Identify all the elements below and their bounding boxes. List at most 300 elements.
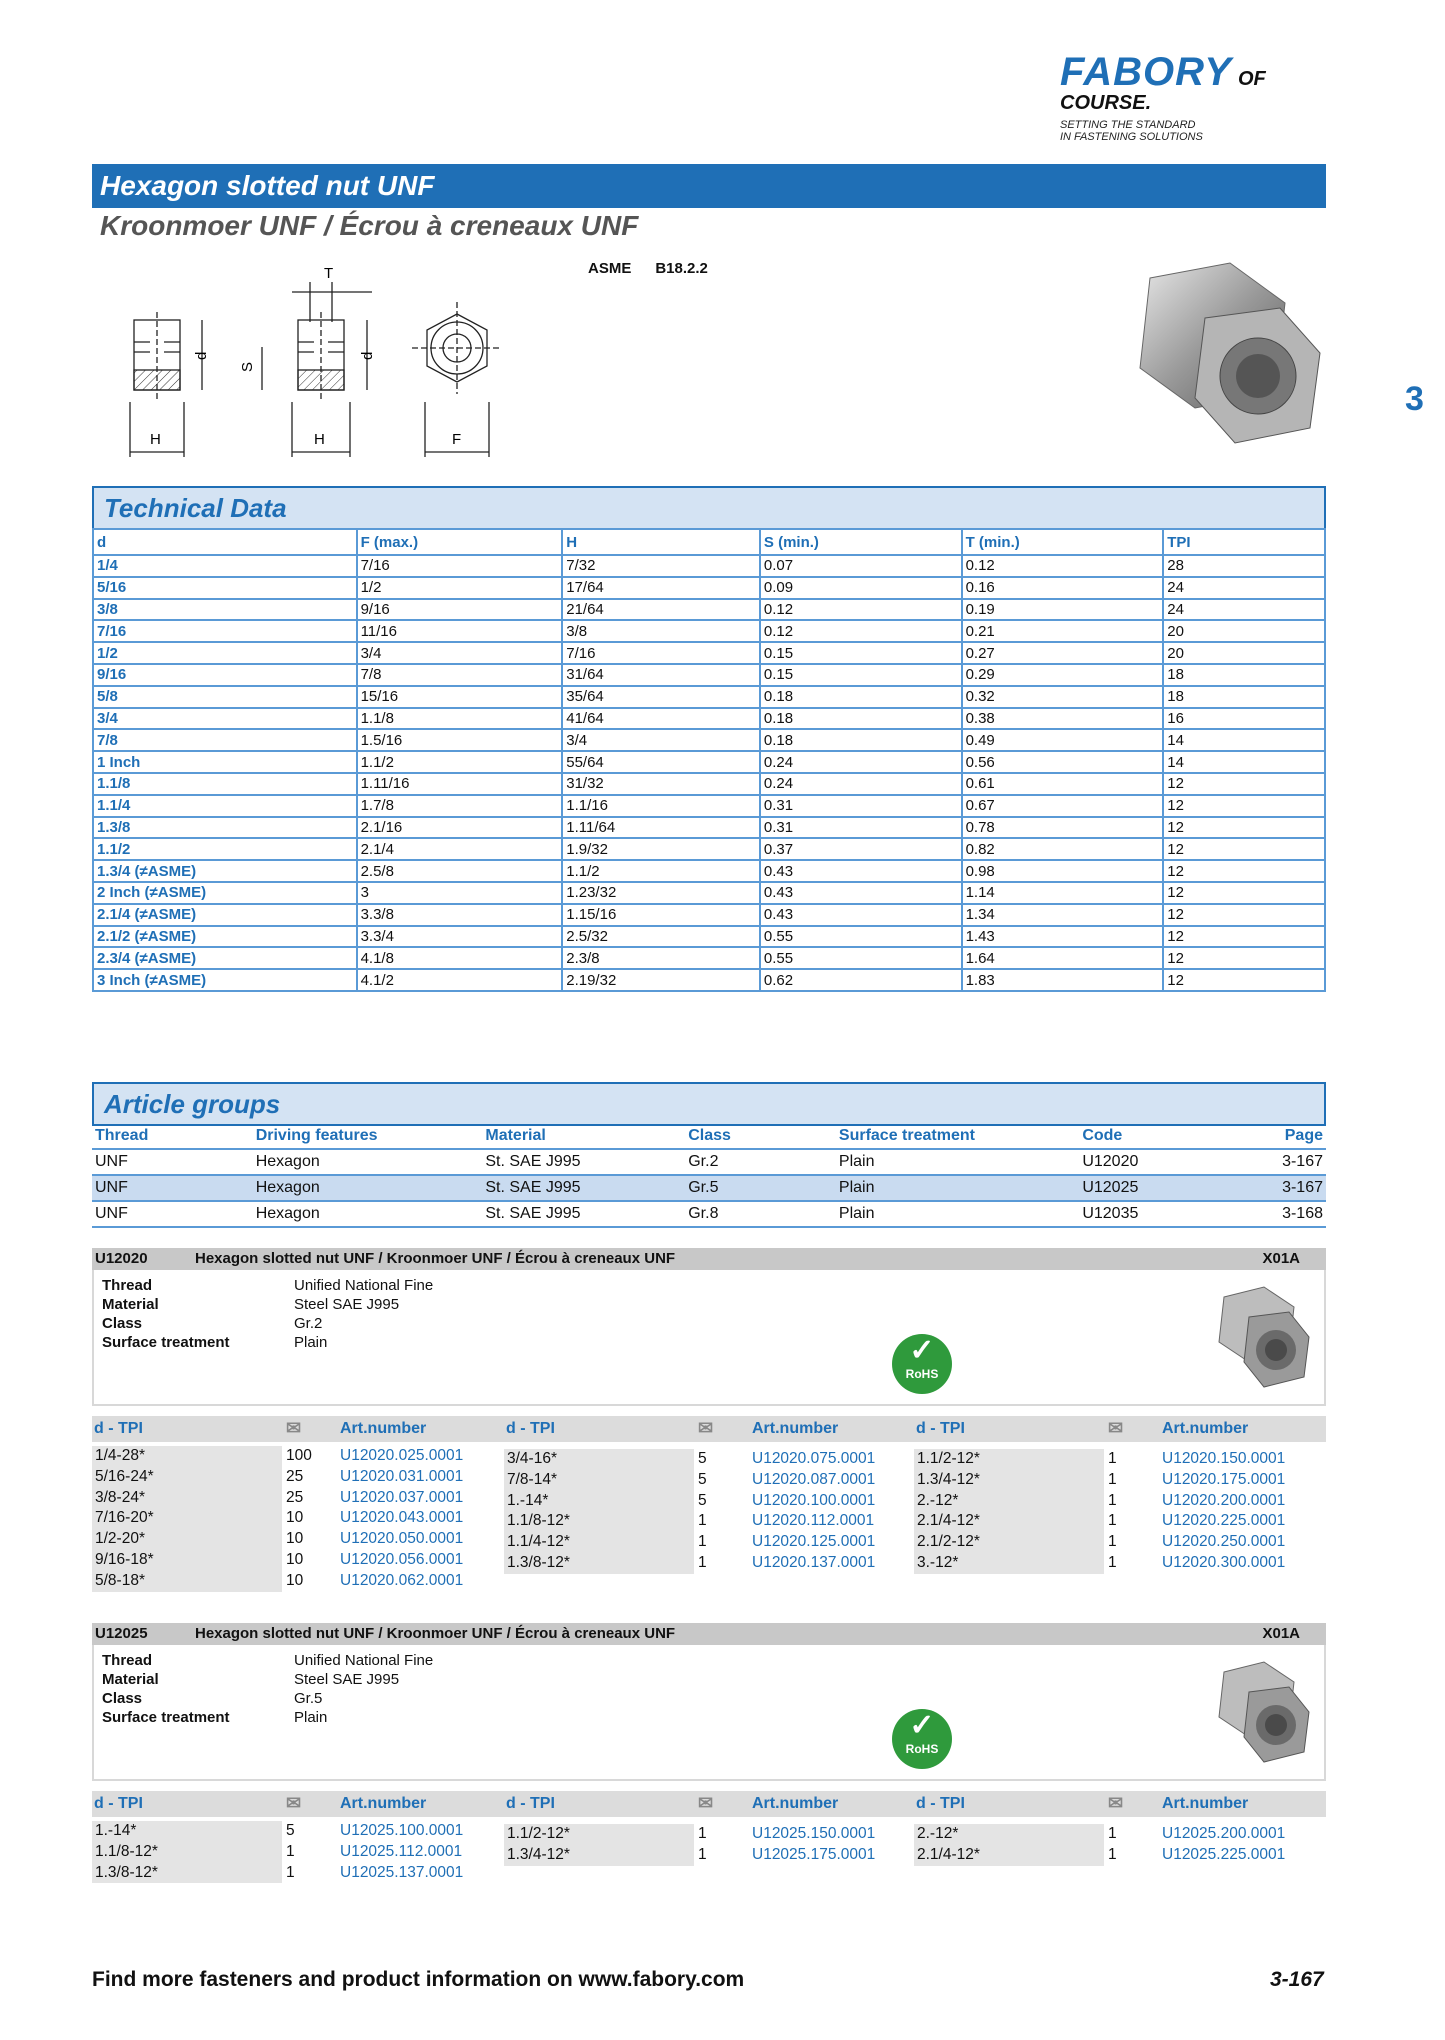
order-quantity-cell: 1: [1108, 1450, 1117, 1467]
order-size-cell: 1/2-20*: [92, 1529, 282, 1550]
article-number-link[interactable]: U12020.112.0001: [752, 1512, 875, 1530]
table-cell: 12: [1163, 860, 1325, 882]
table-cell: 20: [1163, 620, 1325, 642]
table-cell: 12: [1163, 773, 1325, 795]
table-cell: 14: [1163, 751, 1325, 773]
product-image: [1204, 1657, 1314, 1767]
table-row: [93, 620, 1325, 642]
table-cell: 3.3/4: [357, 926, 563, 948]
table-cell: 2.19/32: [562, 969, 760, 991]
table-cell: UNF: [92, 1149, 253, 1175]
table-cell: UNF: [92, 1175, 253, 1201]
article-number-link[interactable]: U12020.075.0001: [752, 1450, 876, 1467]
table-cell: 3: [357, 882, 563, 904]
order-quantity-cell: 1: [1108, 1533, 1117, 1551]
table-cell: 1.83: [962, 969, 1164, 991]
table-cell: 12: [1163, 969, 1325, 991]
article-number-link[interactable]: U12020.050.0001: [340, 1530, 464, 1548]
article-number-link[interactable]: U12020.175.0001: [1162, 1470, 1286, 1488]
order-size-cell: 1/4-28*: [92, 1446, 282, 1467]
page-title: Hexagon slotted nut UNF: [92, 164, 1326, 208]
dim-t-label: T: [324, 265, 334, 282]
order-quantity-cell: 5: [698, 1491, 707, 1509]
article-number-link[interactable]: U12020.043.0001: [340, 1509, 464, 1527]
table-cell: 18: [1163, 664, 1325, 686]
order-quantity-cell: 1: [1108, 1512, 1117, 1530]
property-row: [94, 1689, 694, 1708]
order-quantity-cell: 1: [698, 1533, 707, 1551]
page-number: 3-167: [1270, 1968, 1324, 1991]
table-cell: 1/2: [357, 577, 563, 599]
product-code: U12020: [95, 1250, 148, 1267]
table-cell: 2.1/16: [357, 817, 563, 839]
table-cell: Hexagon: [253, 1201, 483, 1227]
order-quantity-cell: 5: [698, 1470, 707, 1488]
column-header: T (min.): [962, 529, 1164, 555]
article-number-link[interactable]: U12025.112.0001: [340, 1842, 463, 1860]
order-quantity-cell: 1: [1108, 1470, 1117, 1488]
table-cell: 1.34: [962, 904, 1164, 926]
order-quantity-cell: 1: [698, 1845, 707, 1863]
table-cell: 12: [1163, 947, 1325, 969]
property-row: [94, 1670, 694, 1689]
column-header: Driving features: [253, 1124, 483, 1149]
table-cell: U12025: [1079, 1175, 1242, 1201]
property-row: [94, 1295, 694, 1314]
dim-f-label: F: [452, 431, 462, 448]
standard-reference: ASME B18.2.2: [588, 260, 708, 277]
article-number-link[interactable]: U12020.087.0001: [752, 1470, 876, 1488]
order-size-cell: 1.1/4-12*: [504, 1532, 694, 1553]
table-cell: 0.27: [962, 642, 1164, 664]
product-description: Hexagon slotted nut UNF / Kroonmoer UNF / Écrou à creneaux UNF: [195, 1625, 676, 1642]
table-cell: 0.09: [760, 577, 962, 599]
order-table-header: [92, 1416, 1326, 1442]
table-cell: 12: [1163, 904, 1325, 926]
order-size-cell: 1.1/2-12*: [504, 1824, 694, 1845]
product-image: [1204, 1282, 1314, 1392]
order-quantity-cell: 100: [286, 1447, 312, 1464]
table-row: [93, 926, 1325, 948]
envelope-icon: ✉: [698, 1793, 714, 1813]
table-cell: 7/16: [357, 555, 563, 577]
table-cell: 24: [1163, 577, 1325, 599]
article-number-link[interactable]: U12020.150.0001: [1162, 1450, 1286, 1467]
checkmark-icon: ✓: [909, 1334, 935, 1367]
property-label: Class: [102, 1690, 143, 1707]
table-cell: 3/8: [562, 620, 760, 642]
order-quantity-cell: 10: [286, 1571, 304, 1589]
envelope-icon: ✉: [698, 1418, 714, 1438]
column-header: TPI: [1163, 529, 1325, 555]
product-info-box: [92, 1270, 1326, 1406]
order-size-cell: 7/16-20*: [92, 1508, 282, 1529]
table-cell: 9/16: [93, 664, 357, 686]
table-row: [93, 729, 1325, 751]
order-quantity-cell: 1: [698, 1512, 707, 1530]
table-cell: 7/16: [93, 620, 357, 642]
order-column-art-number: Art.number: [1162, 1420, 1249, 1437]
column-header: H: [562, 529, 760, 555]
article-number-link[interactable]: U12020.025.0001: [340, 1447, 464, 1464]
table-cell: 31/32: [562, 773, 760, 795]
table-cell: 3/4: [93, 708, 357, 730]
order-quantity-cell: 1: [1108, 1845, 1117, 1863]
table-cell: 0.43: [760, 904, 962, 926]
table-cell: 1.5/16: [357, 729, 563, 751]
table-cell: 0.19: [962, 599, 1164, 621]
table-cell: 1.1/2: [93, 838, 357, 860]
table-cell: 1.3/8: [93, 817, 357, 839]
article-number-link[interactable]: U12025.225.0001: [1162, 1845, 1286, 1863]
table-cell: St. SAE J995: [482, 1149, 685, 1175]
table-cell: 0.56: [962, 751, 1164, 773]
order-column-art-number: Art.number: [752, 1795, 839, 1812]
product-info-box: [92, 1645, 1326, 1781]
table-cell: 1/4: [93, 555, 357, 577]
table-cell: 1.23/32: [562, 882, 760, 904]
table-cell: 0.24: [760, 773, 962, 795]
product-section: [92, 1623, 1326, 1891]
table-cell: 1.64: [962, 947, 1164, 969]
order-size-cell: 5/16-24*: [92, 1467, 282, 1488]
order-columns: [92, 1821, 1326, 1891]
table-cell: 1.1/16: [562, 795, 760, 817]
table-row: [93, 795, 1325, 817]
table-cell: 3-167: [1242, 1175, 1326, 1201]
table-row: [93, 599, 1325, 621]
order-table-header: [92, 1791, 1326, 1817]
table-cell: 0.43: [760, 882, 962, 904]
order-size-cell: 1.3/4-12*: [914, 1470, 1104, 1491]
table-cell: Hexagon: [253, 1149, 483, 1175]
dim-h-label-2: H: [314, 431, 325, 448]
table-cell: 18: [1163, 686, 1325, 708]
product-description: Hexagon slotted nut UNF / Kroonmoer UNF / Écrou à creneaux UNF: [195, 1250, 676, 1267]
table-cell: Hexagon: [253, 1175, 483, 1201]
table-cell: 3 Inch (≠ASME): [93, 969, 357, 991]
product-badge: X01A: [1262, 1250, 1300, 1267]
article-group-row[interactable]: [92, 1149, 1326, 1175]
article-number-link[interactable]: U12020.031.0001: [340, 1467, 464, 1485]
table-header-row: [92, 1124, 1326, 1149]
table-cell: 15/16: [357, 686, 563, 708]
table-cell: 5/8: [93, 686, 357, 708]
envelope-icon: ✉: [1108, 1418, 1124, 1438]
article-number-link[interactable]: U12025.200.0001: [1162, 1825, 1286, 1842]
order-quantity-cell: 25: [286, 1488, 304, 1506]
table-row: [93, 686, 1325, 708]
table-cell: 35/64: [562, 686, 760, 708]
table-cell: St. SAE J995: [482, 1201, 685, 1227]
property-row: [94, 1708, 694, 1727]
order-size-cell: 1.3/8-12*: [504, 1553, 694, 1574]
technical-data-heading: Technical Data: [92, 486, 1326, 530]
table-cell: 2.3/8: [562, 947, 760, 969]
brand-tagline: SETTING THE STANDARD IN FASTENING SOLUTIONS: [1060, 119, 1203, 143]
table-cell: 0.29: [962, 664, 1164, 686]
table-row: [93, 969, 1325, 991]
order-size-cell: 1.3/8-12*: [92, 1863, 282, 1884]
order-size-cell: 1.-14*: [504, 1491, 694, 1512]
table-cell: 7/8: [357, 664, 563, 686]
property-value: Unified National Fine: [294, 1277, 434, 1294]
order-size-cell: 3/8-24*: [92, 1488, 282, 1509]
table-row: [93, 882, 1325, 904]
table-cell: 0.18: [760, 729, 962, 751]
property-label: Material: [102, 1296, 159, 1313]
table-cell: 1.1/2: [357, 751, 563, 773]
table-cell: 3-168: [1242, 1201, 1326, 1227]
order-size-cell: 1.3/4-12*: [504, 1845, 694, 1866]
order-quantity-cell: 10: [286, 1551, 304, 1568]
order-size-cell: 2.1/2-12*: [914, 1532, 1104, 1553]
table-cell: 0.12: [962, 555, 1164, 577]
article-number-link[interactable]: U12020.300.0001: [1162, 1554, 1286, 1571]
table-row: [93, 947, 1325, 969]
technical-drawing: [92, 262, 512, 462]
envelope-icon: ✉: [286, 1793, 302, 1813]
order-column-d-tpi: d - TPI: [506, 1795, 555, 1812]
order-size-cell: 2.-12*: [914, 1491, 1104, 1512]
table-cell: 2.3/4 (≠ASME): [93, 947, 357, 969]
table-row: [93, 642, 1325, 664]
table-row: [93, 838, 1325, 860]
table-cell: 16: [1163, 708, 1325, 730]
table-cell: Plain: [836, 1149, 1079, 1175]
table-cell: 55/64: [562, 751, 760, 773]
order-quantity-cell: 1: [698, 1554, 707, 1571]
product-badge: X01A: [1262, 1625, 1300, 1642]
article-group-row[interactable]: [92, 1201, 1326, 1227]
table-cell: 0.31: [760, 795, 962, 817]
order-quantity-cell: 1: [1108, 1825, 1117, 1842]
checkmark-icon: ✓: [909, 1709, 935, 1742]
property-label: Thread: [102, 1652, 153, 1669]
article-number-link[interactable]: U12020.056.0001: [340, 1551, 464, 1568]
order-column-d-tpi: d - TPI: [916, 1795, 965, 1812]
table-row: [93, 577, 1325, 599]
footer-text: Find more fasteners and product information on www.fabory.com: [92, 1968, 745, 1991]
table-cell: 1.11/64: [562, 817, 760, 839]
table-cell: 28: [1163, 555, 1325, 577]
table-cell: 41/64: [562, 708, 760, 730]
property-value: Plain: [294, 1709, 328, 1726]
article-number-link[interactable]: U12020.250.0001: [1162, 1533, 1286, 1551]
property-label: Thread: [102, 1277, 153, 1294]
table-cell: U12035: [1079, 1201, 1242, 1227]
table-cell: Plain: [836, 1175, 1079, 1201]
property-label: Surface treatment: [102, 1334, 230, 1351]
table-cell: Plain: [836, 1201, 1079, 1227]
chapter-number: 3: [1405, 380, 1424, 418]
table-row: [93, 773, 1325, 795]
article-number-link[interactable]: U12020.062.0001: [340, 1571, 464, 1589]
rohs-label: RoHS: [905, 1367, 939, 1381]
table-row: [93, 664, 1325, 686]
table-cell: 2.5/32: [562, 926, 760, 948]
table-cell: 0.67: [962, 795, 1164, 817]
table-cell: 1.9/32: [562, 838, 760, 860]
order-column-d-tpi: d - TPI: [94, 1420, 143, 1437]
order-size-cell: 2.-12*: [914, 1824, 1104, 1845]
order-quantity-cell: 1: [1108, 1491, 1117, 1509]
order-quantity-cell: 1: [286, 1863, 295, 1881]
table-cell: 1.7/8: [357, 795, 563, 817]
column-header: Material: [482, 1124, 685, 1149]
order-column-d-tpi: d - TPI: [916, 1420, 965, 1437]
table-cell: 1.14: [962, 882, 1164, 904]
rohs-check-icon: [892, 1709, 952, 1769]
table-cell: 2 Inch (≠ASME): [93, 882, 357, 904]
table-cell: 3/8: [93, 599, 357, 621]
table-cell: U12020: [1079, 1149, 1242, 1175]
column-header: Class: [685, 1124, 836, 1149]
product-header: [92, 1623, 1326, 1645]
table-cell: 2.1/4 (≠ASME): [93, 904, 357, 926]
table-cell: 21/64: [562, 599, 760, 621]
table-cell: 1.3/4 (≠ASME): [93, 860, 357, 882]
order-quantity-cell: 10: [286, 1530, 304, 1548]
table-cell: 1/2: [93, 642, 357, 664]
table-cell: Gr.8: [685, 1201, 836, 1227]
order-column-d-tpi: d - TPI: [94, 1795, 143, 1812]
dim-h-label-1: H: [150, 431, 161, 448]
column-header: Code: [1079, 1124, 1242, 1149]
table-cell: 0.37: [760, 838, 962, 860]
table-cell: Gr.2: [685, 1149, 836, 1175]
order-quantity-cell: 25: [286, 1467, 304, 1485]
column-header: Page: [1242, 1124, 1326, 1149]
order-column-art-number: Art.number: [1162, 1795, 1249, 1812]
dim-d-label-1: d: [193, 351, 210, 360]
table-cell: 3-167: [1242, 1149, 1326, 1175]
dim-s-label: S: [239, 361, 256, 372]
order-column-art-number: Art.number: [340, 1795, 427, 1812]
envelope-icon: ✉: [1108, 1793, 1124, 1813]
order-quantity-cell: 1: [698, 1825, 707, 1842]
table-cell: 24: [1163, 599, 1325, 621]
table-cell: 0.55: [760, 947, 962, 969]
table-row: [93, 860, 1325, 882]
table-cell: 0.55: [760, 926, 962, 948]
article-number-link[interactable]: U12025.137.0001: [340, 1863, 464, 1881]
technical-data-table: [92, 528, 1326, 992]
table-cell: 12: [1163, 817, 1325, 839]
table-cell: 0.98: [962, 860, 1164, 882]
article-number-link[interactable]: U12020.137.0001: [752, 1554, 876, 1571]
table-cell: 17/64: [562, 577, 760, 599]
order-quantity-cell: 1: [1108, 1554, 1117, 1571]
brand-suffix: OF COURSE.: [1060, 68, 1266, 114]
table-cell: 0.12: [760, 599, 962, 621]
table-cell: 1.11/16: [357, 773, 563, 795]
article-number-link[interactable]: U12025.100.0001: [340, 1822, 464, 1839]
table-cell: 0.43: [760, 860, 962, 882]
table-cell: 7/16: [562, 642, 760, 664]
product-code: U12025: [95, 1625, 148, 1642]
table-cell: 0.49: [962, 729, 1164, 751]
article-number-link[interactable]: U12020.200.0001: [1162, 1491, 1286, 1509]
table-cell: 0.12: [760, 620, 962, 642]
column-header: S (min.): [760, 529, 962, 555]
article-groups-heading: Article groups: [92, 1082, 1326, 1126]
table-row: [93, 708, 1325, 730]
order-quantity-cell: 10: [286, 1509, 304, 1527]
table-cell: 1.43: [962, 926, 1164, 948]
order-columns: [92, 1446, 1326, 1600]
table-cell: 20: [1163, 642, 1325, 664]
table-cell: 1 Inch: [93, 751, 357, 773]
rohs-label: RoHS: [905, 1742, 939, 1756]
table-header-row: [93, 529, 1325, 555]
table-cell: 0.16: [962, 577, 1164, 599]
property-row: [94, 1333, 694, 1352]
column-header: d: [93, 529, 357, 555]
order-size-cell: 2.1/4-12*: [914, 1511, 1104, 1532]
order-quantity-cell: 1: [286, 1842, 295, 1860]
property-row: [94, 1314, 694, 1333]
article-number-link[interactable]: U12025.150.0001: [752, 1825, 876, 1842]
property-value: Gr.5: [294, 1690, 323, 1707]
table-cell: 7/8: [93, 729, 357, 751]
table-cell: 0.61: [962, 773, 1164, 795]
order-size-cell: 9/16-18*: [92, 1550, 282, 1571]
table-cell: 12: [1163, 838, 1325, 860]
order-size-cell: 3/4-16*: [504, 1449, 694, 1470]
table-cell: 0.18: [760, 708, 962, 730]
table-cell: 1.1/8: [357, 708, 563, 730]
table-cell: St. SAE J995: [482, 1175, 685, 1201]
dim-d-label-2: d: [359, 351, 376, 360]
article-group-row[interactable]: [92, 1175, 1326, 1201]
table-cell: 0.78: [962, 817, 1164, 839]
table-cell: UNF: [92, 1201, 253, 1227]
table-row: [93, 555, 1325, 577]
order-column-art-number: Art.number: [752, 1420, 839, 1437]
table-cell: 2.1/2 (≠ASME): [93, 926, 357, 948]
article-number-link[interactable]: U12020.125.0001: [752, 1533, 876, 1551]
table-cell: 31/64: [562, 664, 760, 686]
order-column-d-tpi: d - TPI: [506, 1420, 555, 1437]
table-cell: 3.3/8: [357, 904, 563, 926]
page-subtitle: Kroonmoer UNF / Écrou à creneaux UNF: [100, 210, 639, 241]
article-number-link[interactable]: U12020.100.0001: [752, 1491, 876, 1509]
table-cell: 0.38: [962, 708, 1164, 730]
property-value: Steel SAE J995: [294, 1296, 400, 1313]
table-cell: 0.15: [760, 642, 962, 664]
table-cell: 2.1/4: [357, 838, 563, 860]
table-cell: 0.07: [760, 555, 962, 577]
order-size-cell: 1.1/8-12*: [504, 1511, 694, 1532]
article-number-link[interactable]: U12020.037.0001: [340, 1488, 464, 1506]
table-cell: 11/16: [357, 620, 563, 642]
table-cell: 1.1/8: [93, 773, 357, 795]
table-row: [93, 817, 1325, 839]
table-cell: 14: [1163, 729, 1325, 751]
table-cell: 0.62: [760, 969, 962, 991]
article-number-link[interactable]: U12025.175.0001: [752, 1845, 876, 1863]
product-section: [92, 1248, 1326, 1600]
table-cell: 5/16: [93, 577, 357, 599]
table-cell: 0.31: [760, 817, 962, 839]
table-cell: 0.21: [962, 620, 1164, 642]
table-cell: 3/4: [562, 729, 760, 751]
property-value: Plain: [294, 1334, 328, 1351]
article-groups-table: [92, 1124, 1326, 1228]
table-cell: 7/32: [562, 555, 760, 577]
article-number-link[interactable]: U12020.225.0001: [1162, 1512, 1286, 1530]
